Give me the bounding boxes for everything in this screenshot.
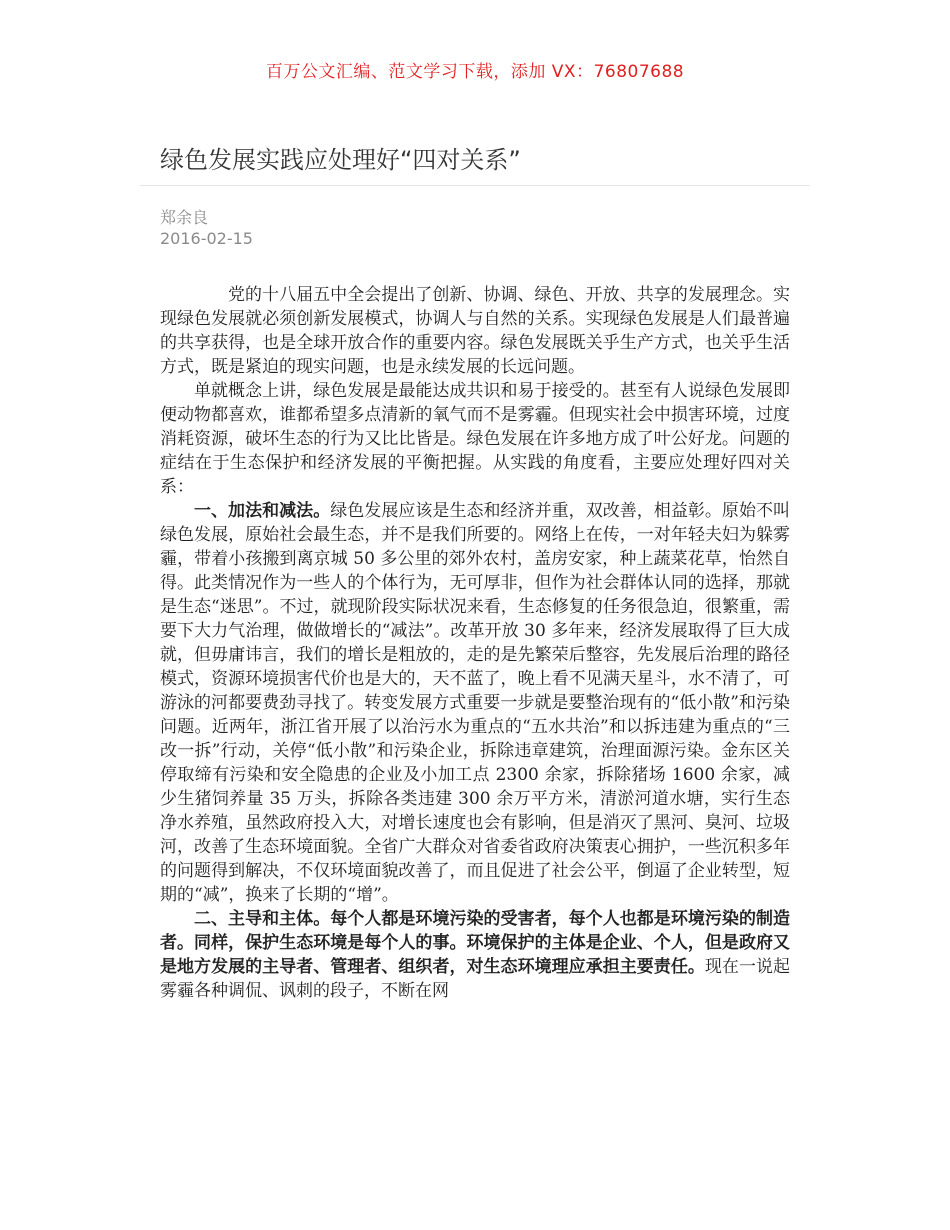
paragraph-concept: 单就概念上讲，绿色发展是最能达成共识和易于接受的。甚至有人说绿色发展即便动物都喜欢，谁都希望多点清新的氧气而不是雾霾。但现实社会中损害环境，过度消耗资源，破坏生态的行为又比比皆是。绿色发展在许多地方成了叶公好龙。问题的症结在于生态保护和经济发展的平衡把握。从实践的角度看，主要应处理好四对关系： [160,381,790,497]
article-body [160,283,790,1003]
promo-banner: 百万公文汇编、范文学习下载，添加 VX：76807688 [265,62,685,82]
paragraph-leader-subject [160,907,790,1003]
section-body-1: 绿色发展应该是生态和经济并重，双改善，相益彰。原始不叫绿色发展，原始社会最生态，并不是我们所要的。网络上在传，一对年轻夫妇为躲雾霾，带着小孩搬到离京城 50 多公里的郊外农村，盖房安家，种上蔬菜花草，怡然自得。此类情况作为一些人的个体行为，无可厚非，但作为社会群体认同的选择，那就是生态“迷思”。不过，就现阶段实际状况来看，生态修复的任务很急迫，很繁重，需要下大力气治理，做做增长的“减法”。改革开放 30 多年来，经济发展取得了巨大成就，但毋庸讳言，我们的增长是粗放的，走的是先繁荣后整容，先发展后治理的路径模式，资源环境损害代价也是大的，天不蓝了，晚上看不见满天星斗，水不清了，可游泳的河都要费劲寻找了。转变发展方式重要一步就是要整治现有的“低小散”和污染问题。近两年，浙江省开展了以治污水为重点的“五水共治”和以拆违建为重点的“三改一拆”行动，关停“低小散”和污染企业，拆除违章建筑，治理面源污染。金东区关停取缔有污染和安全隐患的企业及小加工点 2300 余家，拆除猪场 1600 余家，减少生猪饲养量 35 万头，拆除各类违建 300 余万平方米，清淤河道水塘，实行生态净水养殖，虽然政府投入大，对增长速度也会有影响，但是消灭了黑河、臭河、垃圾河，改善了生态环境面貌。全省广大群众对省委省政府决策衷心拥护，一些沉积多年的问题得到解决，不仅环境面貌改善了，而且促进了社会公平，倒逼了企业转型，短期的“减”，换来了长期的“增”。 [160,501,791,905]
article-title: 绿色发展实践应处理好“四对关系” [160,146,521,174]
section-heading-1: 一、加法和减法。 [194,501,331,521]
publish-date: 2016-02-15 [160,229,253,248]
section-body-2: 现在一说起雾霾各种调侃、讽刺的段子，不断在网 [160,957,791,1001]
paragraph-addition-subtraction [160,499,790,907]
paragraph-intro: 党的十八届五中全会提出了创新、协调、绿色、开放、共享的发展理念。实现绿色发展就必须创新发展模式，协调人与自然的关系。实现绿色发展是人们最普遍的共享获得，也是全球开放合作的重要内容。绿色发展既关乎生产方式，也关乎生活方式，既是紧迫的现实问题，也是永续发展的长远问题。 [160,285,790,377]
author-name: 郑余良 [160,208,209,227]
section-heading-2: 二、主导和主体。每个人都是环境污染的受害者，每个人也都是环境污染的制造者。同样，保护生态环境是每个人的事。环境保护的主体是企业、个人，但是政府又是地方发展的主导者、管理者、组织者，对生态环境理应承担主要责任。 [160,909,790,977]
title-divider [140,185,810,186]
